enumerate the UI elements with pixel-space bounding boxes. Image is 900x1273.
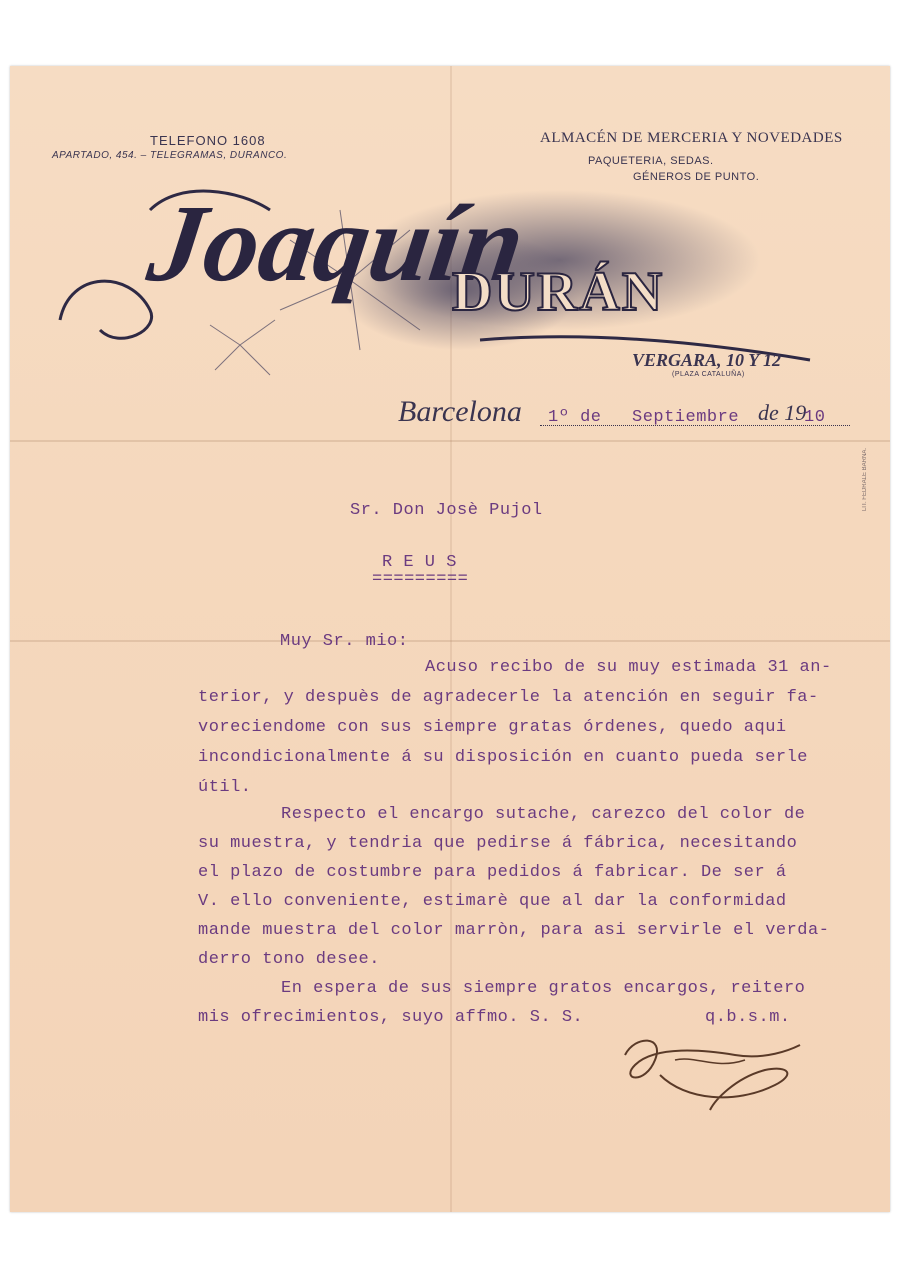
recipient-city: R E U S [382, 553, 457, 572]
letter-line: su muestra, y tendria que pedirse á fábrica, necesitando [198, 834, 798, 853]
letterhead-first-name: Joaquín [141, 182, 532, 304]
date-month: Septiembre [632, 408, 740, 427]
letter-line: útil. [198, 778, 252, 797]
letter-line: Respecto el encargo sutache, carezco del color de [281, 805, 806, 824]
letter-line: En espera de sus siempre gratos encargos, reitero [281, 979, 806, 998]
business-line-2: PAQUETERIA, SEDAS. [588, 155, 714, 167]
date-de: de 19 [758, 400, 807, 425]
printer-mark: LIT. FEDRALE BARNA. [862, 448, 868, 512]
letter-line: V. ello conveniente, estimarè que al dar la conformidad [198, 892, 787, 911]
letter-line: mis ofrecimientos, suyo affmo. S. S. [198, 1008, 584, 1027]
salutation: Muy Sr. mio: [280, 632, 409, 651]
letter-line: derro tono desee. [198, 950, 380, 969]
letterhead-last-name: DURÁN [452, 261, 665, 323]
business-line-3: GÉNEROS DE PUNTO. [633, 171, 760, 183]
date-day: 1º de [548, 408, 602, 427]
recipient-name: Sr. Don Josè Pujol [350, 501, 543, 520]
business-line-1: ALMACÉN DE MERCERIA Y NOVEDADES [540, 130, 843, 146]
recipient-city-underline: ========= [372, 570, 469, 589]
apartado-text: APARTADO, 454. – TELEGRAMAS, DURANCO. [52, 150, 288, 161]
address-text: VERGARA, 10 Y 12 [632, 350, 782, 370]
address-sub-text: (PLAZA CATALUÑA) [672, 371, 745, 378]
letter-line: Acuso recibo de su muy estimada 31 an- [425, 658, 832, 677]
letter-line: mande muestra del color marròn, para asi servirle el verda- [198, 921, 830, 940]
telephone-text: TELEFONO 1608 [150, 133, 266, 148]
letter-line: incondicionalmente á su disposición en cuanto pueda serle [198, 748, 808, 767]
date-year: 10 [804, 408, 826, 427]
signature-image [615, 1030, 815, 1115]
date-city: Barcelona [398, 395, 522, 428]
letter-line: voreciendome con sus siempre gratas órdenes, quedo aqui [198, 718, 787, 737]
letter-line: terior, y despuès de agradecerle la atención en seguir fa- [198, 688, 819, 707]
letter-closing: q.b.s.m. [705, 1008, 791, 1027]
letter-line: el plazo de costumbre para pedidos á fabricar. De ser á [198, 863, 787, 882]
